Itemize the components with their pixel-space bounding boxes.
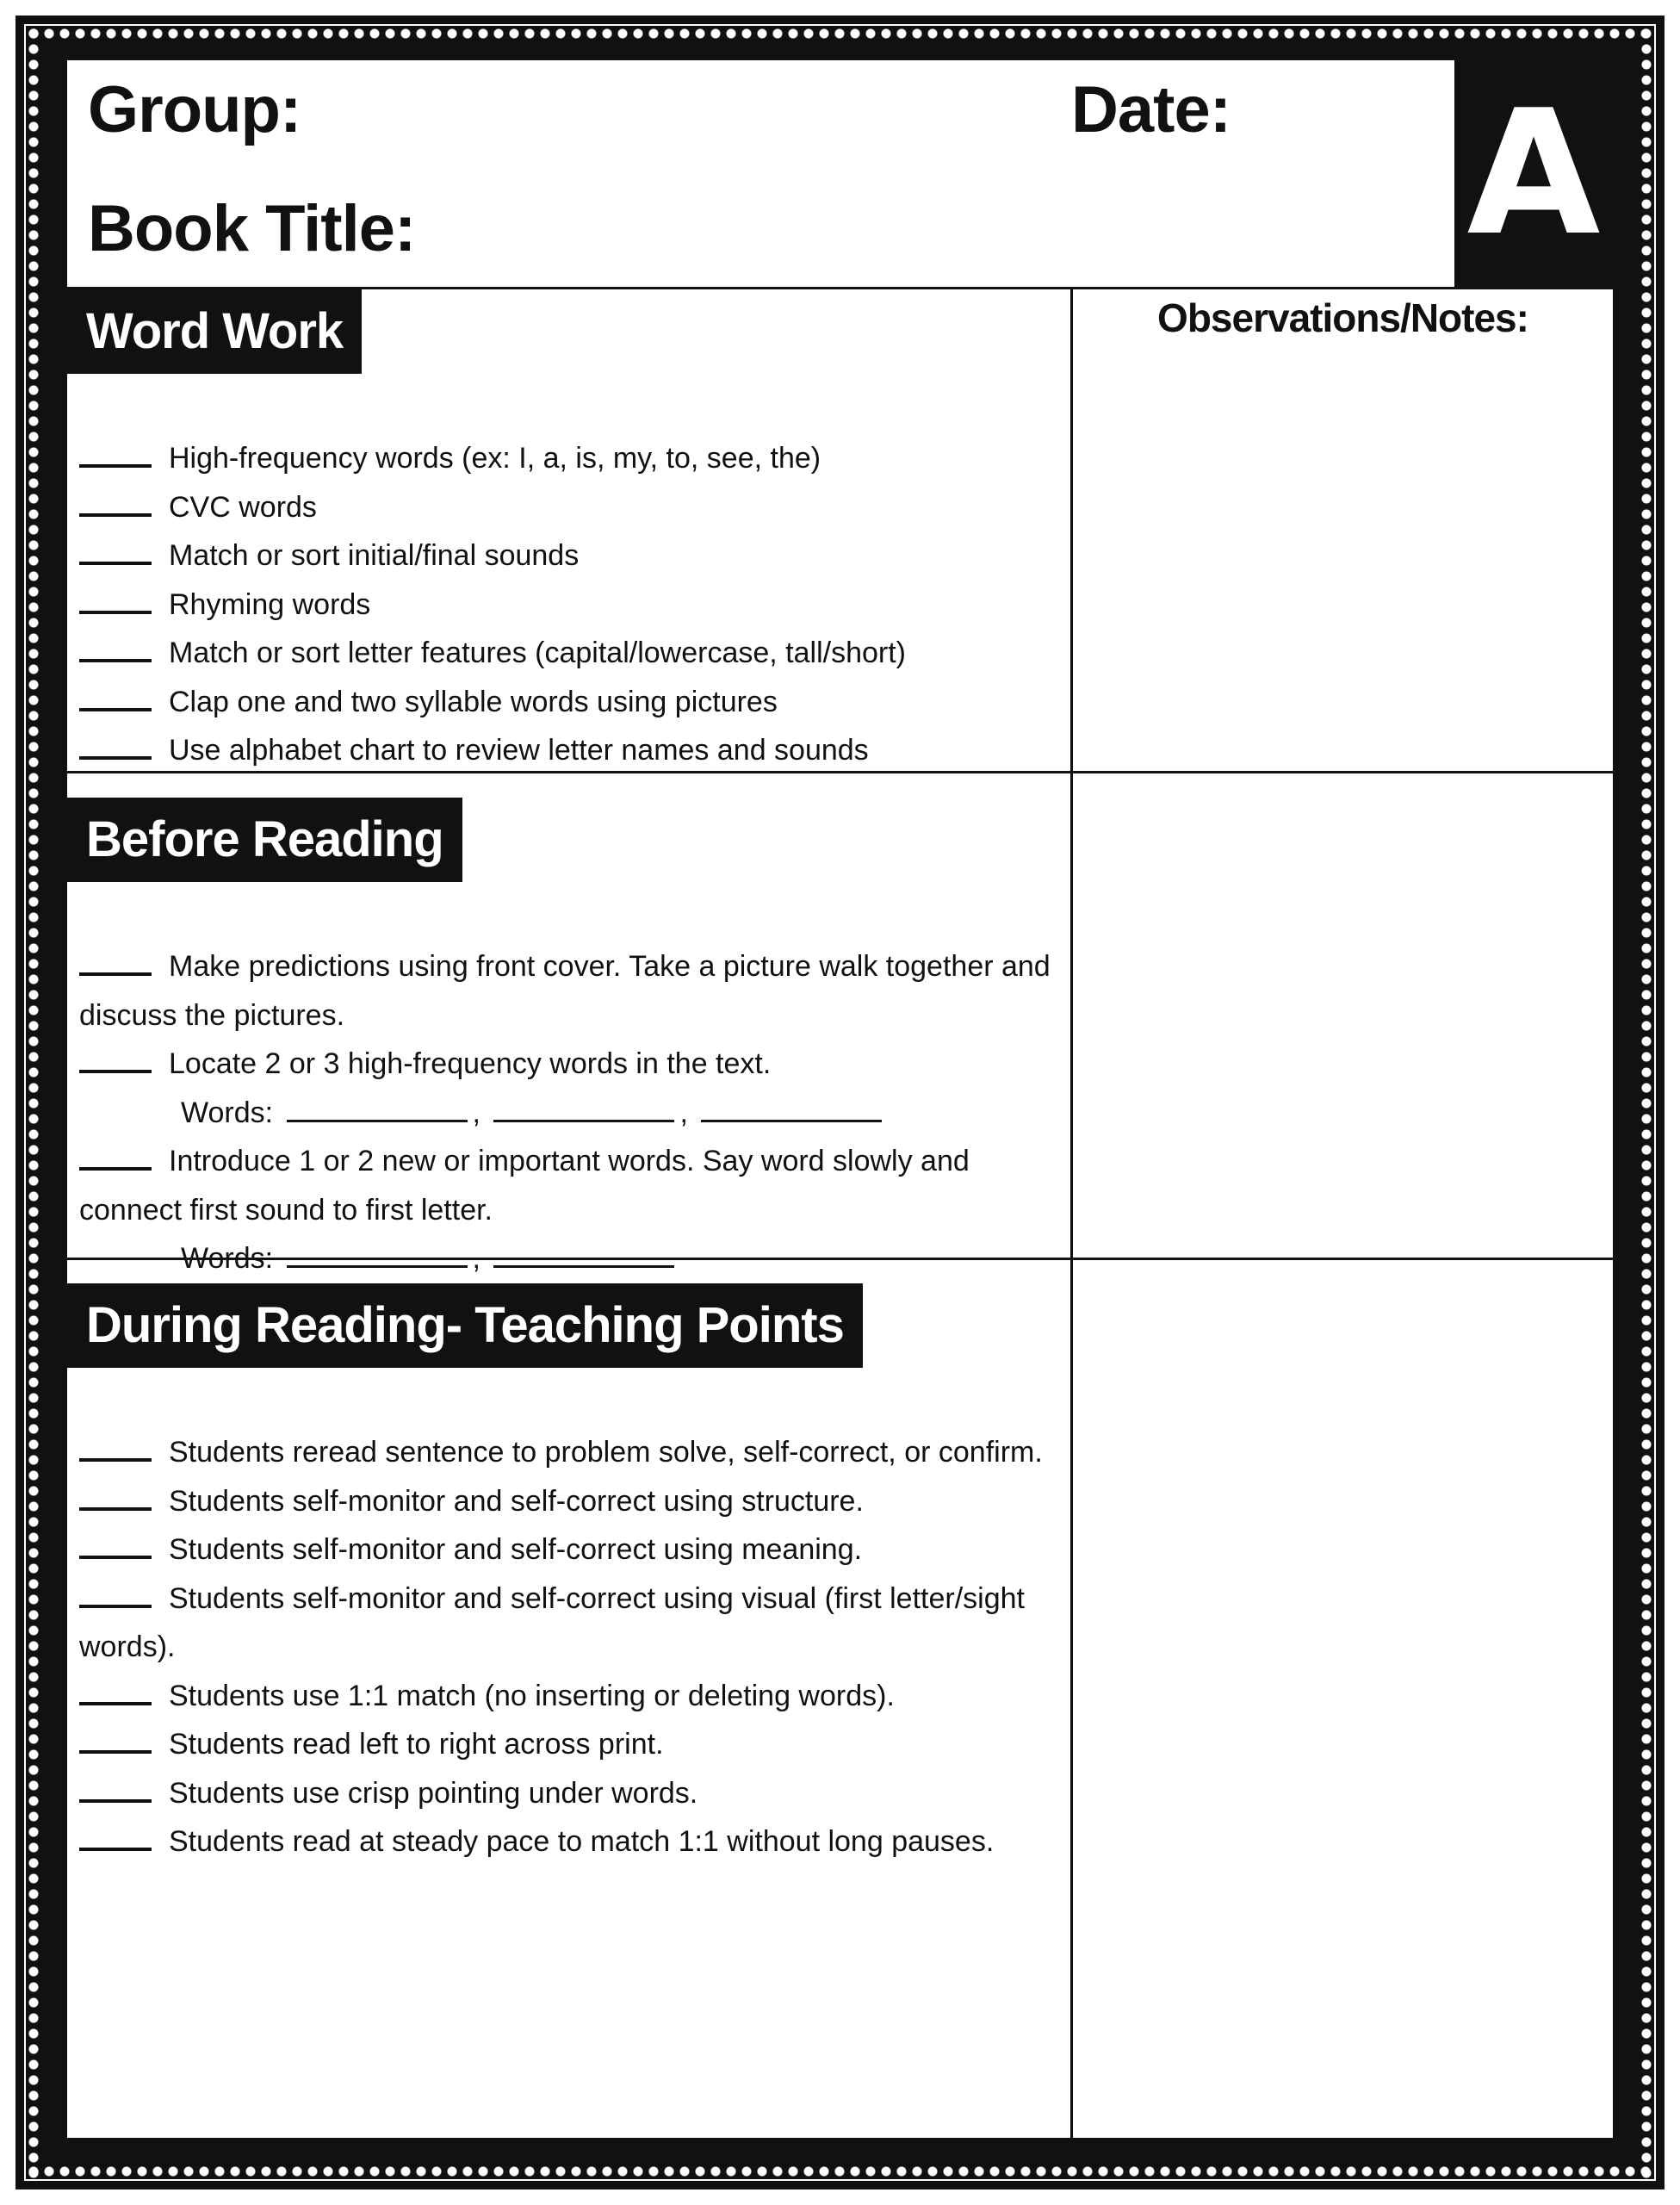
checkbox-blank[interactable] xyxy=(79,1697,152,1705)
list-item: Students self-monitor and self-correct using visual (first letter/sight words). xyxy=(79,1581,1025,1663)
worksheet xyxy=(64,57,1616,2141)
checkbox-blank[interactable] xyxy=(79,703,152,711)
list-item: Clap one and two syllable words using pictures xyxy=(79,678,1061,727)
list-item: Use alphabet chart to review letter names and sounds xyxy=(79,726,1061,775)
group-label: Group: xyxy=(88,73,301,146)
list-item: Students reread sentence to problem solve, self-correct, or confirm. xyxy=(79,1428,1061,1477)
list-item: Students use crisp pointing under words. xyxy=(79,1769,1061,1818)
checkbox-blank[interactable] xyxy=(79,606,152,614)
column-divider xyxy=(1070,287,1073,2138)
checkbox-blank[interactable] xyxy=(79,1162,152,1171)
list-item: Students self-monitor and self-correct using structure. xyxy=(79,1477,1061,1526)
checkbox-blank[interactable] xyxy=(79,1794,152,1803)
header xyxy=(67,60,1613,289)
checkbox-blank[interactable] xyxy=(79,1745,152,1754)
checkbox-blank[interactable] xyxy=(79,1842,152,1851)
word-work-list xyxy=(79,434,1061,775)
list-item: Introduce 1 or 2 new or important words. Say word slowly and connect first sound to first letter. xyxy=(79,1145,970,1227)
checkbox-blank[interactable] xyxy=(79,1502,152,1511)
date-label: Date: xyxy=(1071,73,1231,146)
word-blank[interactable] xyxy=(493,1260,674,1268)
list-item: Students self-monitor and self-correct using meaning. xyxy=(79,1525,1061,1575)
checkbox-blank[interactable] xyxy=(79,654,152,662)
checkbox-blank[interactable] xyxy=(79,556,152,565)
during-reading-title: During Reading- Teaching Points xyxy=(67,1283,863,1368)
checkbox-blank[interactable] xyxy=(79,508,152,517)
level-letter: A xyxy=(1466,72,1601,274)
checkbox-blank[interactable] xyxy=(79,1599,152,1608)
word-blank[interactable] xyxy=(701,1115,882,1122)
checkbox-blank[interactable] xyxy=(79,967,152,976)
before-reading-title: Before Reading xyxy=(67,798,462,882)
list-item: Make predictions using front cover. Take a picture walk together and discuss the pictures. xyxy=(79,950,1051,1032)
list-item: Students read at steady pace to match 1:1 without long pauses. xyxy=(79,1817,1061,1866)
words-line: Words: , xyxy=(79,1234,1061,1283)
book-title-label: Book Title: xyxy=(88,192,416,265)
list-item: CVC words xyxy=(79,483,1061,532)
word-blank[interactable] xyxy=(287,1260,468,1268)
list-item: Students read left to right across print. xyxy=(79,1720,1061,1769)
list-item: Rhyming words xyxy=(79,581,1061,630)
checkbox-blank[interactable] xyxy=(79,1550,152,1559)
word-work-title: Word Work xyxy=(67,289,362,374)
list-item: High-frequency words (ex: I, a, is, my, to, see, the) xyxy=(79,434,1061,483)
before-reading-list xyxy=(79,942,1061,1283)
checkbox-blank[interactable] xyxy=(79,751,152,760)
list-item: Match or sort initial/final sounds xyxy=(79,531,1061,581)
observations-notes-title: Observations/Notes: xyxy=(1157,295,1528,340)
word-blank[interactable] xyxy=(287,1115,468,1122)
level-badge xyxy=(1454,60,1613,287)
checkbox-blank[interactable] xyxy=(79,1065,152,1073)
words-line: Words: , , xyxy=(79,1089,1061,1138)
during-reading-list xyxy=(79,1428,1061,1866)
checkbox-blank[interactable] xyxy=(79,459,152,468)
list-item: Students use 1:1 match (no inserting or deleting words). xyxy=(79,1672,1061,1721)
list-item: Locate 2 or 3 high-frequency words in the text. xyxy=(79,1040,1061,1089)
word-blank[interactable] xyxy=(493,1115,674,1122)
checkbox-blank[interactable] xyxy=(79,1453,152,1462)
list-item: Match or sort letter features (capital/lowercase, tall/short) xyxy=(79,629,1061,678)
